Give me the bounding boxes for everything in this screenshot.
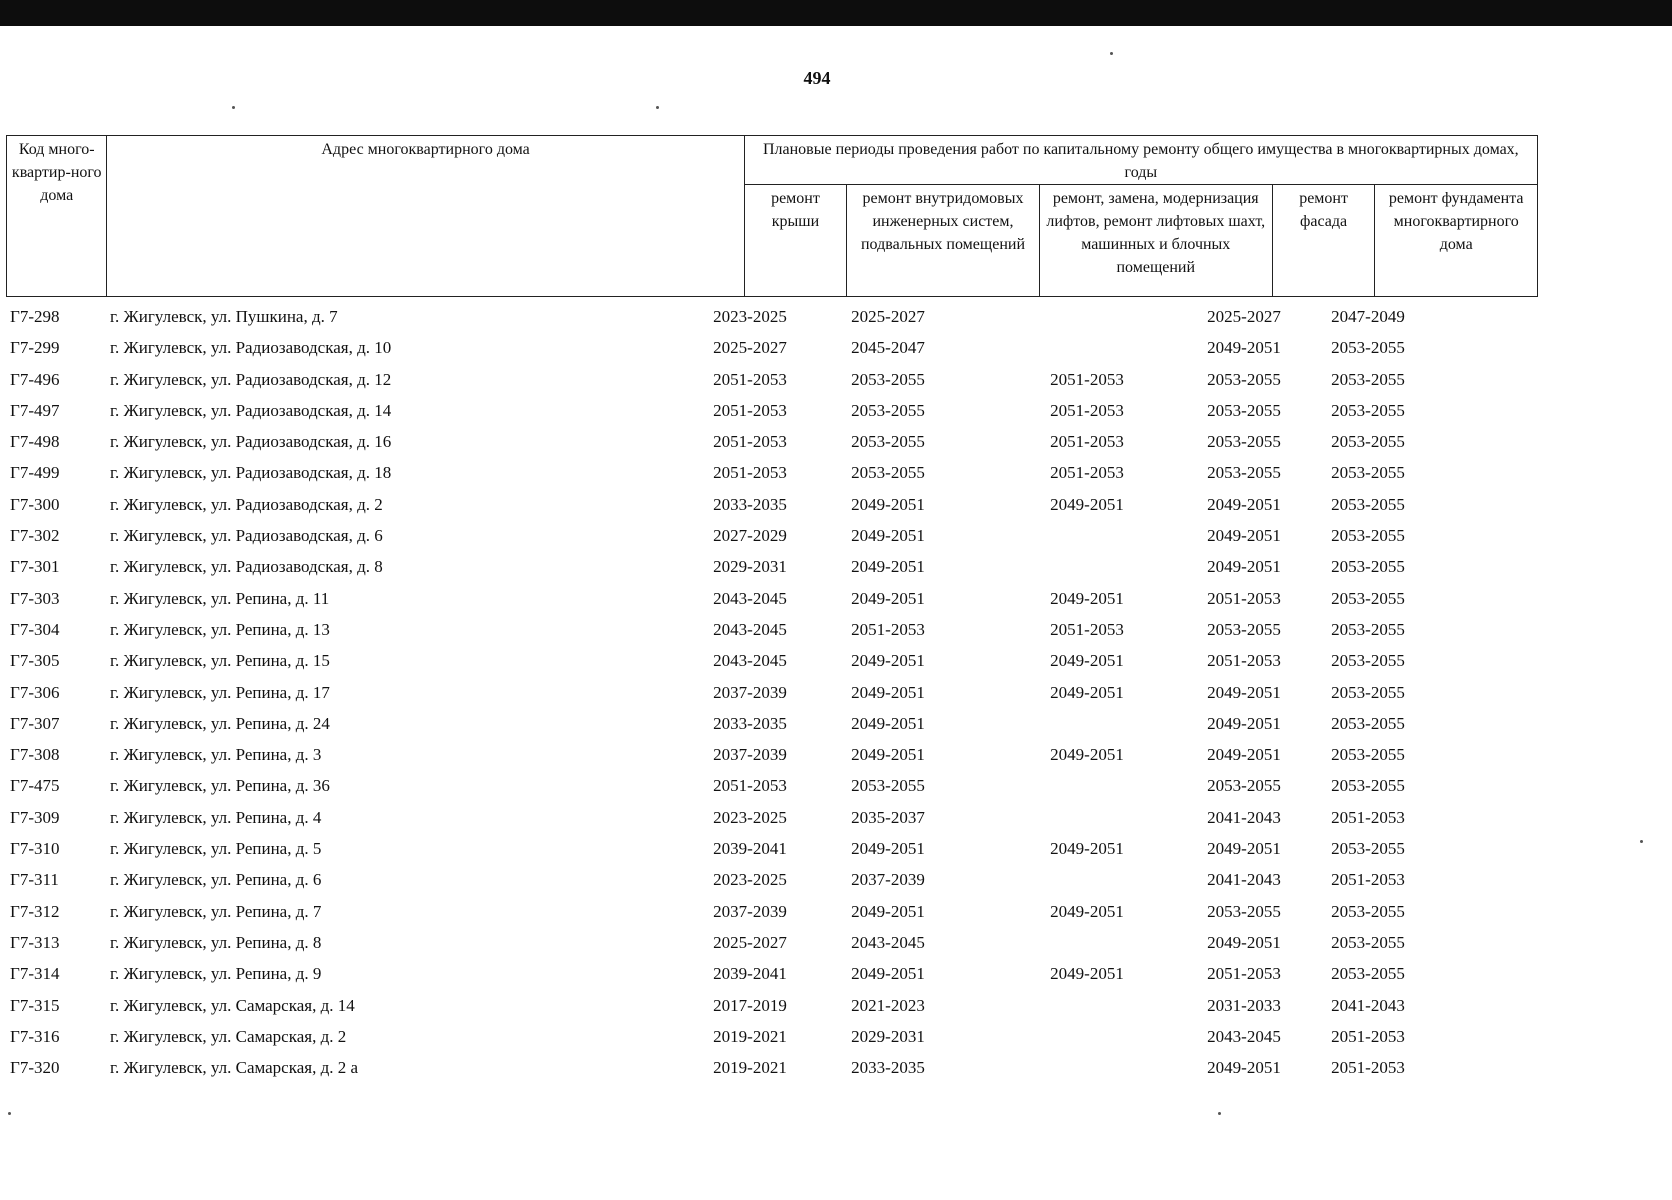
cell-code: Г7-301: [10, 557, 60, 577]
cell-code: Г7-309: [10, 807, 60, 827]
table-header: [6, 135, 1538, 297]
cell-address: г. Жигулевск, ул. Репина, д. 13: [110, 619, 330, 639]
cell-roof: 2051-2053: [713, 776, 787, 796]
cell-foundation: 2053-2055: [1331, 400, 1405, 420]
cell-foundation: 2053-2055: [1331, 557, 1405, 577]
cell-facade: 2049-2051: [1207, 338, 1281, 358]
cell-roof: 2033-2035: [713, 494, 787, 514]
cell-facade: 2053-2055: [1207, 400, 1281, 420]
table-row: [6, 932, 1538, 963]
cell-address: г. Жигулевск, ул. Самарская, д. 2: [110, 1026, 347, 1046]
table-row: [6, 682, 1538, 713]
cell-code: Г7-320: [10, 1058, 60, 1078]
table-row: [6, 494, 1538, 525]
header-roof: ремонт крыши: [744, 185, 847, 297]
cell-foundation: 2053-2055: [1331, 745, 1405, 765]
cell-roof: 2019-2021: [713, 1058, 787, 1078]
cell-foundation: 2053-2055: [1331, 964, 1405, 984]
table-row: [6, 431, 1538, 462]
cell-code: Г7-306: [10, 682, 60, 702]
cell-foundation: 2053-2055: [1331, 432, 1405, 452]
cell-foundation: 2053-2055: [1331, 776, 1405, 796]
scan-top-bar: [0, 0, 1672, 26]
cell-code: Г7-499: [10, 463, 60, 483]
cell-systems: 2033-2035: [851, 1058, 925, 1078]
cell-code: Г7-312: [10, 901, 60, 921]
cell-facade: 2041-2043: [1207, 807, 1281, 827]
cell-facade: 2041-2043: [1207, 870, 1281, 890]
cell-address: г. Жигулевск, ул. Радиозаводская, д. 12: [110, 369, 392, 389]
table-row: [6, 713, 1538, 744]
cell-roof: 2025-2027: [713, 932, 787, 952]
cell-facade: 2053-2055: [1207, 901, 1281, 921]
cell-lifts: 2049-2051: [1050, 588, 1124, 608]
cell-address: г. Жигулевск, ул. Репина, д. 9: [110, 964, 322, 984]
cell-systems: 2053-2055: [851, 400, 925, 420]
cell-foundation: 2051-2053: [1331, 870, 1405, 890]
cell-code: Г7-307: [10, 713, 60, 733]
cell-roof: 2051-2053: [713, 463, 787, 483]
cell-foundation: 2051-2053: [1331, 1026, 1405, 1046]
scan-speck: [1110, 52, 1113, 55]
scan-speck: [1218, 1112, 1221, 1115]
cell-code: Г7-315: [10, 995, 60, 1015]
cell-systems: 2053-2055: [851, 463, 925, 483]
cell-facade: 2025-2027: [1207, 307, 1281, 326]
cell-address: г. Жигулевск, ул. Репина, д. 17: [110, 682, 330, 702]
table-row: [6, 807, 1538, 838]
cell-systems: 2035-2037: [851, 807, 925, 827]
table-row: [6, 462, 1538, 493]
header-foundation: ремонт фундамента многоквартирного дома: [1375, 185, 1538, 297]
cell-foundation: 2053-2055: [1331, 588, 1405, 608]
cell-foundation: 2053-2055: [1331, 932, 1405, 952]
cell-foundation: 2053-2055: [1331, 338, 1405, 358]
cell-facade: 2043-2045: [1207, 1026, 1281, 1046]
cell-systems: 2043-2045: [851, 932, 925, 952]
cell-lifts: 2051-2053: [1050, 619, 1124, 639]
cell-address: г. Жигулевск, ул. Репина, д. 3: [110, 745, 322, 765]
cell-address: г. Жигулевск, ул. Репина, д. 11: [110, 588, 330, 608]
cell-address: г. Жигулевск, ул. Репина, д. 6: [110, 870, 322, 890]
header-facade: ремонт фасада: [1272, 185, 1375, 297]
cell-facade: 2049-2051: [1207, 713, 1281, 733]
cell-foundation: 2047-2049: [1331, 307, 1405, 326]
cell-address: г. Жигулевск, ул. Самарская, д. 2 а: [110, 1058, 359, 1078]
cell-lifts: 2051-2053: [1050, 369, 1124, 389]
cell-roof: 2037-2039: [713, 682, 787, 702]
cell-systems: 2053-2055: [851, 432, 925, 452]
cell-facade: 2031-2033: [1207, 995, 1281, 1015]
table-row: [6, 963, 1538, 994]
table-row: [6, 744, 1538, 775]
cell-systems: 2049-2051: [851, 651, 925, 671]
cell-lifts: 2051-2053: [1050, 463, 1124, 483]
table-body: [6, 306, 1538, 1088]
table-row: [6, 650, 1538, 681]
cell-code: Г7-316: [10, 1026, 60, 1046]
cell-code: Г7-305: [10, 651, 60, 671]
scan-speck: [1640, 840, 1643, 843]
cell-code: Г7-308: [10, 745, 60, 765]
cell-facade: 2049-2051: [1207, 839, 1281, 859]
cell-address: г. Жигулевск, ул. Репина, д. 15: [110, 651, 330, 671]
cell-address: г. Жигулевск, ул. Радиозаводская, д. 18: [110, 463, 392, 483]
scan-speck: [8, 1112, 11, 1115]
table-row: [6, 400, 1538, 431]
cell-facade: 2051-2053: [1207, 964, 1281, 984]
table-row: [6, 838, 1538, 869]
cell-foundation: 2053-2055: [1331, 713, 1405, 733]
cell-systems: 2053-2055: [851, 369, 925, 389]
cell-code: Г7-298: [10, 307, 60, 326]
table-row: [6, 901, 1538, 932]
cell-facade: 2053-2055: [1207, 463, 1281, 483]
cell-foundation: 2053-2055: [1331, 839, 1405, 859]
cell-systems: 2049-2051: [851, 839, 925, 859]
table-row: [6, 525, 1538, 556]
cell-address: г. Жигулевск, ул. Радиозаводская, д. 2: [110, 494, 383, 514]
cell-foundation: 2053-2055: [1331, 369, 1405, 389]
cell-roof: 2023-2025: [713, 870, 787, 890]
cell-facade: 2049-2051: [1207, 557, 1281, 577]
cell-address: г. Жигулевск, ул. Радиозаводская, д. 16: [110, 432, 392, 452]
cell-systems: 2045-2047: [851, 338, 925, 358]
cell-lifts: 2049-2051: [1050, 839, 1124, 859]
cell-systems: 2049-2051: [851, 526, 925, 546]
cell-roof: 2051-2053: [713, 400, 787, 420]
cell-facade: 2053-2055: [1207, 776, 1281, 796]
cell-roof: 2029-2031: [713, 557, 787, 577]
cell-code: Г7-497: [10, 400, 60, 420]
cell-facade: 2049-2051: [1207, 745, 1281, 765]
cell-lifts: 2049-2051: [1050, 651, 1124, 671]
table-row: [6, 775, 1538, 806]
cell-lifts: 2051-2053: [1050, 432, 1124, 452]
cell-code: Г7-302: [10, 526, 60, 546]
cell-roof: 2039-2041: [713, 839, 787, 859]
table-row: [6, 619, 1538, 650]
cell-address: г. Жигулевск, ул. Самарская, д. 14: [110, 995, 355, 1015]
cell-foundation: 2053-2055: [1331, 901, 1405, 921]
cell-facade: 2049-2051: [1207, 526, 1281, 546]
cell-systems: 2021-2023: [851, 995, 925, 1015]
header-code: Код много-квартир-ного дома: [7, 136, 107, 297]
cell-code: Г7-300: [10, 494, 60, 514]
table-row: [6, 869, 1538, 900]
cell-systems: 2037-2039: [851, 870, 925, 890]
cell-lifts: 2051-2053: [1050, 400, 1124, 420]
cell-systems: 2029-2031: [851, 1026, 925, 1046]
cell-roof: 2043-2045: [713, 619, 787, 639]
cell-foundation: 2051-2053: [1331, 1058, 1405, 1078]
cell-roof: 2037-2039: [713, 901, 787, 921]
cell-address: г. Жигулевск, ул. Репина, д. 36: [110, 776, 330, 796]
cell-roof: 2027-2029: [713, 526, 787, 546]
cell-roof: 2043-2045: [713, 588, 787, 608]
cell-roof: 2025-2027: [713, 338, 787, 358]
cell-code: Г7-314: [10, 964, 60, 984]
cell-roof: 2039-2041: [713, 964, 787, 984]
cell-facade: 2053-2055: [1207, 432, 1281, 452]
cell-facade: 2049-2051: [1207, 494, 1281, 514]
cell-address: г. Жигулевск, ул. Репина, д. 24: [110, 713, 330, 733]
cell-facade: 2053-2055: [1207, 369, 1281, 389]
table-row: [6, 1057, 1538, 1088]
table-row: [6, 1026, 1538, 1057]
cell-code: Г7-496: [10, 369, 60, 389]
cell-code: Г7-475: [10, 776, 60, 796]
cell-code: Г7-304: [10, 619, 60, 639]
cell-facade: 2049-2051: [1207, 932, 1281, 952]
cell-code: Г7-310: [10, 839, 60, 859]
cell-address: г. Жигулевск, ул. Репина, д. 7: [110, 901, 322, 921]
cell-roof: 2023-2025: [713, 807, 787, 827]
cell-foundation: 2041-2043: [1331, 995, 1405, 1015]
cell-code: Г7-303: [10, 588, 60, 608]
header-lifts: ремонт, замена, модернизация лифтов, ремонт лифтовых шахт, машинных и блочных помещений: [1039, 185, 1272, 297]
cell-foundation: 2051-2053: [1331, 807, 1405, 827]
cell-address: г. Жигулевск, ул. Репина, д. 5: [110, 839, 322, 859]
cell-lifts: 2049-2051: [1050, 964, 1124, 984]
table-row: [6, 588, 1538, 619]
cell-foundation: 2053-2055: [1331, 651, 1405, 671]
cell-roof: 2051-2053: [713, 432, 787, 452]
cell-lifts: 2049-2051: [1050, 901, 1124, 921]
cell-roof: 2017-2019: [713, 995, 787, 1015]
cell-systems: 2049-2051: [851, 557, 925, 577]
cell-code: Г7-311: [10, 870, 59, 890]
cell-code: Г7-299: [10, 338, 60, 358]
scan-speck: [232, 106, 235, 109]
cell-systems: 2049-2051: [851, 494, 925, 514]
cell-roof: 2037-2039: [713, 745, 787, 765]
table-row: [6, 306, 1538, 337]
cell-roof: 2043-2045: [713, 651, 787, 671]
cell-facade: 2053-2055: [1207, 619, 1281, 639]
cell-roof: 2019-2021: [713, 1026, 787, 1046]
cell-foundation: 2053-2055: [1331, 526, 1405, 546]
cell-address: г. Жигулевск, ул. Репина, д. 8: [110, 932, 322, 952]
header-systems: ремонт внутридомовых инженерных систем, подвальных помещений: [847, 185, 1039, 297]
cell-lifts: 2049-2051: [1050, 682, 1124, 702]
cell-systems: 2049-2051: [851, 682, 925, 702]
page-number: 494: [803, 68, 831, 88]
cell-facade: 2051-2053: [1207, 588, 1281, 608]
cell-lifts: 2049-2051: [1050, 494, 1124, 514]
cell-foundation: 2053-2055: [1331, 463, 1405, 483]
header-address: Адрес многоквартирного дома: [107, 136, 744, 297]
cell-systems: 2025-2027: [851, 307, 925, 326]
cell-systems: 2049-2051: [851, 588, 925, 608]
cell-foundation: 2053-2055: [1331, 494, 1405, 514]
cell-facade: 2049-2051: [1207, 682, 1281, 702]
cell-foundation: 2053-2055: [1331, 682, 1405, 702]
cell-roof: 2051-2053: [713, 369, 787, 389]
cell-systems: 2049-2051: [851, 745, 925, 765]
header-periods: Плановые периоды проведения работ по капитальному ремонту общего имущества в многоквартирных домах, годы: [744, 136, 1537, 185]
cell-address: г. Жигулевск, ул. Радиозаводская, д. 6: [110, 526, 383, 546]
cell-code: Г7-313: [10, 932, 60, 952]
cell-systems: 2053-2055: [851, 776, 925, 796]
cell-systems: 2051-2053: [851, 619, 925, 639]
cell-systems: 2049-2051: [851, 901, 925, 921]
cell-lifts: 2049-2051: [1050, 745, 1124, 765]
cell-systems: 2049-2051: [851, 964, 925, 984]
cell-foundation: 2053-2055: [1331, 619, 1405, 639]
table-row: [6, 995, 1538, 1026]
table-row: [6, 369, 1538, 400]
cell-systems: 2049-2051: [851, 713, 925, 733]
cell-roof: 2023-2025: [713, 307, 787, 326]
table-row: [6, 556, 1538, 587]
cell-address: г. Жигулевск, ул. Репина, д. 4: [110, 807, 322, 827]
cell-code: Г7-498: [10, 432, 60, 452]
cell-roof: 2033-2035: [713, 713, 787, 733]
scan-speck: [656, 106, 659, 109]
table-row: [6, 337, 1538, 368]
cell-address: г. Жигулевск, ул. Радиозаводская, д. 10: [110, 338, 392, 358]
cell-facade: 2049-2051: [1207, 1058, 1281, 1078]
cell-facade: 2051-2053: [1207, 651, 1281, 671]
cell-address: г. Жигулевск, ул. Радиозаводская, д. 14: [110, 400, 392, 420]
cell-address: г. Жигулевск, ул. Радиозаводская, д. 8: [110, 557, 383, 577]
cell-address: г. Жигулевск, ул. Пушкина, д. 7: [110, 307, 338, 326]
